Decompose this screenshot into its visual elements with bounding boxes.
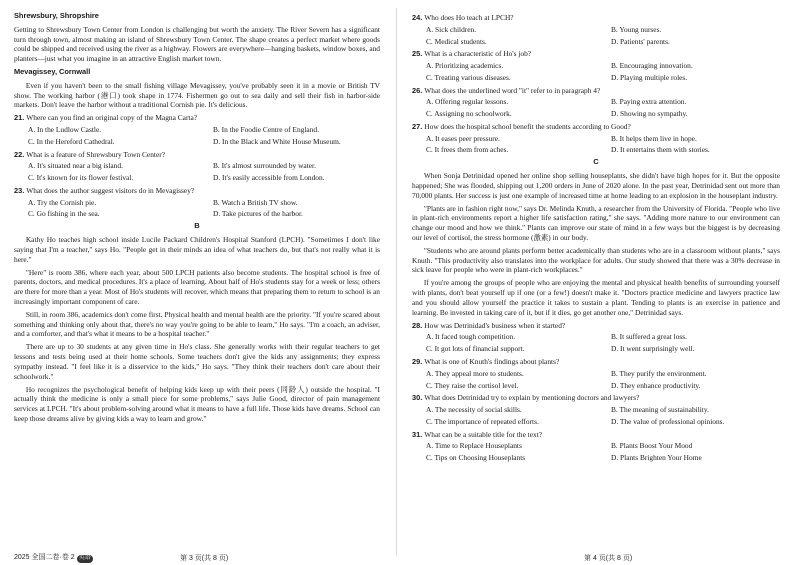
question <box>412 393 780 403</box>
question-text: What does the underlined word "it" refer to in paragraph 4? <box>424 85 601 95</box>
question-text: How was Detrinidad's business when it started? <box>424 320 566 330</box>
answer-option: B. It helps them live in hope. <box>611 133 697 143</box>
answer-option: A. Time to Replace Houseplants <box>426 441 522 451</box>
paragraph: There are up to 30 students at any given time in Ho's class. She generally works with their regular teachers to get lessons and tests being used at their home schools. Some teachers don't give the kids any assignments; they express sympathy instead. "I feel like it is a disservice to the kids," Ho says. "They think their teachers don't care about their schoolwork." <box>14 342 380 381</box>
paragraph: Still, in room 386, academics don't come first. Physical health and mental health are the priority. "If you're scared about something and thinking only about that, there's no way you're going to be able to learn," Ho says. "I'm a coach, an adviser, and a comforter, and that's what it means to be a hospital teacher." <box>14 309 380 339</box>
answer-option: D. It's easily accessible from London. <box>213 173 325 183</box>
passage-c <box>412 171 780 317</box>
place-heading: Mevagissey, Cornwall <box>14 67 91 77</box>
answer-options <box>426 369 780 391</box>
answer-option: C. In the Hereford Cathedral. <box>28 136 115 146</box>
page-number-right: 第 4 页(共 8 页) <box>584 554 633 562</box>
right-page <box>404 0 792 565</box>
answer-option: C. It's known for its flower festival. <box>28 173 134 183</box>
answer-option: B. Paying extra attention. <box>611 97 687 107</box>
paragraph: When Sonja Detrinidad opened her online shop selling houseplants, she didn't have high hopes for it. But the opposite happened; She was flooded, shipping out 1,200 orders in June of 2020 alone. In the past year, Detrinidad sent out more than 70,000 plants. Her success is just one example of increased time at home leading to an explosion in the houseplant industry. <box>412 171 780 200</box>
answer-options <box>426 97 780 119</box>
question <box>412 430 780 440</box>
exam-code: 2025 全国二卷·卷 2 <box>14 554 75 562</box>
answer-option: C. It frees them from aches. <box>426 145 509 155</box>
answer-option: A. They appeal more to students. <box>426 368 524 378</box>
answer-option: B. It's almost surrounded by water. <box>213 161 316 171</box>
answer-option: D. Patients' parents. <box>611 36 670 46</box>
answer-option: C. It got lots of financial support. <box>426 344 525 354</box>
answer-options <box>426 441 780 463</box>
answer-option: D. It went surprisingly well. <box>611 344 695 354</box>
subject-badge: 英语 <box>78 555 91 562</box>
question-text: What is a feature of Shrewsbury Town Center? <box>26 149 165 159</box>
answer-option: A. Offering regular lessons. <box>426 97 509 107</box>
answer-option: B. Plants Boost Your Mood <box>611 441 693 451</box>
question-text: Where can you find an original copy of the Magna Carta? <box>26 113 198 123</box>
answer-option: A. It eases peer pressure. <box>426 133 500 143</box>
question <box>412 122 780 132</box>
question-text: What can be a suitable title for the text? <box>424 429 543 439</box>
passage-a <box>14 11 380 110</box>
paragraph: "Students who are around plants perform better academically than students who are in a classroom without plants," says Knuth. "This productivity also translates into the workplace for adults. Our study showed that there was a 30% decrease in sick leave for people who were in plant-rich workplaces." <box>412 245 780 275</box>
question-number: 22. <box>14 149 25 159</box>
answer-option: A. It's situated near a big island. <box>28 161 123 171</box>
question <box>14 113 380 123</box>
answer-option: D. It entertains them with stories. <box>611 145 710 155</box>
paragraph: Ho recognizes the psychological benefit of helping kids keep up with their peers (同龄人) outside the hospital. "I actually think the medicine is only a small piece for some problems," says Julie Good, director of pain management services at LPCH. "It's about problem-solving around what it means to have a full life. Those kids have dreams. School can keep those dreams alive by giving kids a way to learn and grow." <box>14 384 380 423</box>
question-number: 27. <box>412 121 423 131</box>
left-page <box>0 0 388 565</box>
question <box>412 49 780 59</box>
answer-option: B. It suffered a great loss. <box>611 332 688 342</box>
answer-options <box>426 61 780 83</box>
answer-option: B. Watch a British TV show. <box>213 197 298 207</box>
answer-option: A. Prioritizing academics. <box>426 61 504 71</box>
paragraph: Kathy Ho teaches high school inside Lucile Packard Children's Hospital Stanford (LPCH). "Sometimes I don't like saying that I'm a teacher," says Ho. "People get in their minds an idea of what teachers do, but that's not really what it is here." <box>14 235 380 264</box>
paragraph: "Here" is room 386, where each year, about 500 LPCH patients also become students. The hospital school is free of parents, doctors, and medical procedures. It's a place of learning. About half of Ho's students stay for a week or less; others are there for more than a year. Most of Ho's students will recover, which means that preparing them to return to school is an increasingly important component of care. <box>14 267 380 306</box>
question-number: 30. <box>412 393 423 403</box>
answer-option: C. Treating various diseases. <box>426 72 511 82</box>
place-heading: Shrewsbury, Shropshire <box>14 11 99 20</box>
answer-option: B. Young nurses. <box>611 24 662 34</box>
answer-option: A. Sick children. <box>426 24 477 34</box>
exam-footer-label <box>14 553 93 563</box>
answer-option: A. Try the Cornish pie. <box>28 197 97 207</box>
answer-option: C. Medical students. <box>426 36 487 46</box>
answer-option: C. Go fishing in the sea. <box>28 209 100 219</box>
question-number: 25. <box>412 49 423 59</box>
question-number: 31. <box>412 429 423 439</box>
answer-option: B. Encouraging innovation. <box>611 61 693 71</box>
answer-option: C. Assigning no schoolwork. <box>426 109 512 119</box>
answer-option: D. They enhance productivity. <box>611 380 701 390</box>
answer-options <box>426 332 780 354</box>
paragraph: Even if you haven't been to the small fishing village Mevagissey, you've probably seen it in a movie or British TV show. The working harbor (港口) took shape in 1774. Fishermen go out to sea daily and sell their fish in harbor-side markets. Don't leave the harbor without a traditional Cornish pie. It's delicious. <box>14 80 380 110</box>
answer-option: A. It faced tough competition. <box>426 332 516 342</box>
question-number: 28. <box>412 320 423 330</box>
question <box>412 357 780 367</box>
paragraph: If you're among the groups of people who are enjoying the mental and physical health benefits of surrounding yourself with plants, don't beat yourself up if one (or a few!) doesn't make it. "Doctors practice medicine and lawyers practice law and you should allow yourself the practice it takes to sustain a plant. Tending to plants is an exercise in patience and learning. Be invested in taking care of it, but if it dies, go get another one," Detrinidad says. <box>412 278 780 317</box>
questions-21-23 <box>14 113 380 219</box>
answer-option: D. Take pictures of the harbor. <box>213 209 303 219</box>
question-text: How does the hospital school benefit the students according to Good? <box>424 121 631 131</box>
question-number: 26. <box>412 85 423 95</box>
question-number: 29. <box>412 356 423 366</box>
question-number: 21. <box>14 113 25 123</box>
passage-b <box>14 235 380 424</box>
section-c-heading: C <box>593 157 599 167</box>
question-text: Who does Ho teach at LPCH? <box>424 13 514 22</box>
questions-28-31 <box>412 321 780 463</box>
page-number-left: 第 3 页(共 8 页) <box>180 554 229 562</box>
question-text: What is one of Knuth's findings about plants? <box>424 356 560 366</box>
answer-option: D. Plants Brighten Your Home <box>611 453 702 463</box>
paragraph: Getting to Shrewsbury Town Center from London is challenging but worth the anxiety. The River Severn has a significant turn through town, almost making an island of Shrewsbury Town Center. The shape creates a perfect market where goods could be shipped and received using the river as a highway. Flowers are everywhere—hanging baskets, window boxes, and planters—just what you imagine in an attractive English market town. <box>14 24 380 64</box>
question-number: 23. <box>14 185 25 195</box>
answer-options <box>28 198 380 220</box>
paragraph: "Plants are in fashion right now," says Dr. Melinda Knuth, a researcher from the University of Florida. "People who live in plant-rich environments report a higher life satisfaction rating," she says. "Adding more nature to our environment can change our mood and how we think." Plants can improve our state of mind in a few ways but the biggest is by decreasing our level of cortisol, the stress hormone (激素) in our body. <box>412 203 780 242</box>
question-text: What does the author suggest visitors do in Mevagissey? <box>26 185 195 195</box>
answer-option: C. The importance of repeated efforts. <box>426 416 539 426</box>
answer-option: C. They raise the cortisol level. <box>426 380 519 390</box>
answer-options <box>426 405 780 427</box>
page-divider <box>396 8 397 556</box>
question <box>14 150 380 160</box>
answer-option: D. The value of professional opinions. <box>611 416 725 426</box>
question <box>14 186 380 196</box>
answer-option: C. Tips on Choosing Houseplants <box>426 453 526 463</box>
answer-options <box>426 134 780 156</box>
answer-option: A. In the Ludlow Castle. <box>28 125 102 135</box>
answer-option: B. The meaning of sustainability. <box>611 405 709 415</box>
answer-option: D. Showing no sympathy. <box>611 109 688 119</box>
answer-options <box>426 25 780 47</box>
question-number: 24. <box>412 13 423 22</box>
answer-option: D. In the Black and White House Museum. <box>213 136 341 146</box>
answer-option: B. They purify the environment. <box>611 368 707 378</box>
question <box>412 13 780 23</box>
question-text: What does Detrinidad try to explain by mentioning doctors and lawyers? <box>424 393 640 403</box>
question <box>412 86 780 96</box>
answer-option: D. Playing multiple roles. <box>611 72 688 82</box>
question-text: What is a characteristic of Ho's job? <box>424 49 532 59</box>
answer-option: B. In the Foodie Centre of England. <box>213 125 319 135</box>
section-b-heading: B <box>194 221 200 231</box>
questions-24-27 <box>412 13 780 155</box>
question <box>412 321 780 331</box>
answer-options <box>28 161 380 183</box>
answer-option: A. The necessity of social skills. <box>426 405 522 415</box>
answer-options <box>28 125 380 147</box>
